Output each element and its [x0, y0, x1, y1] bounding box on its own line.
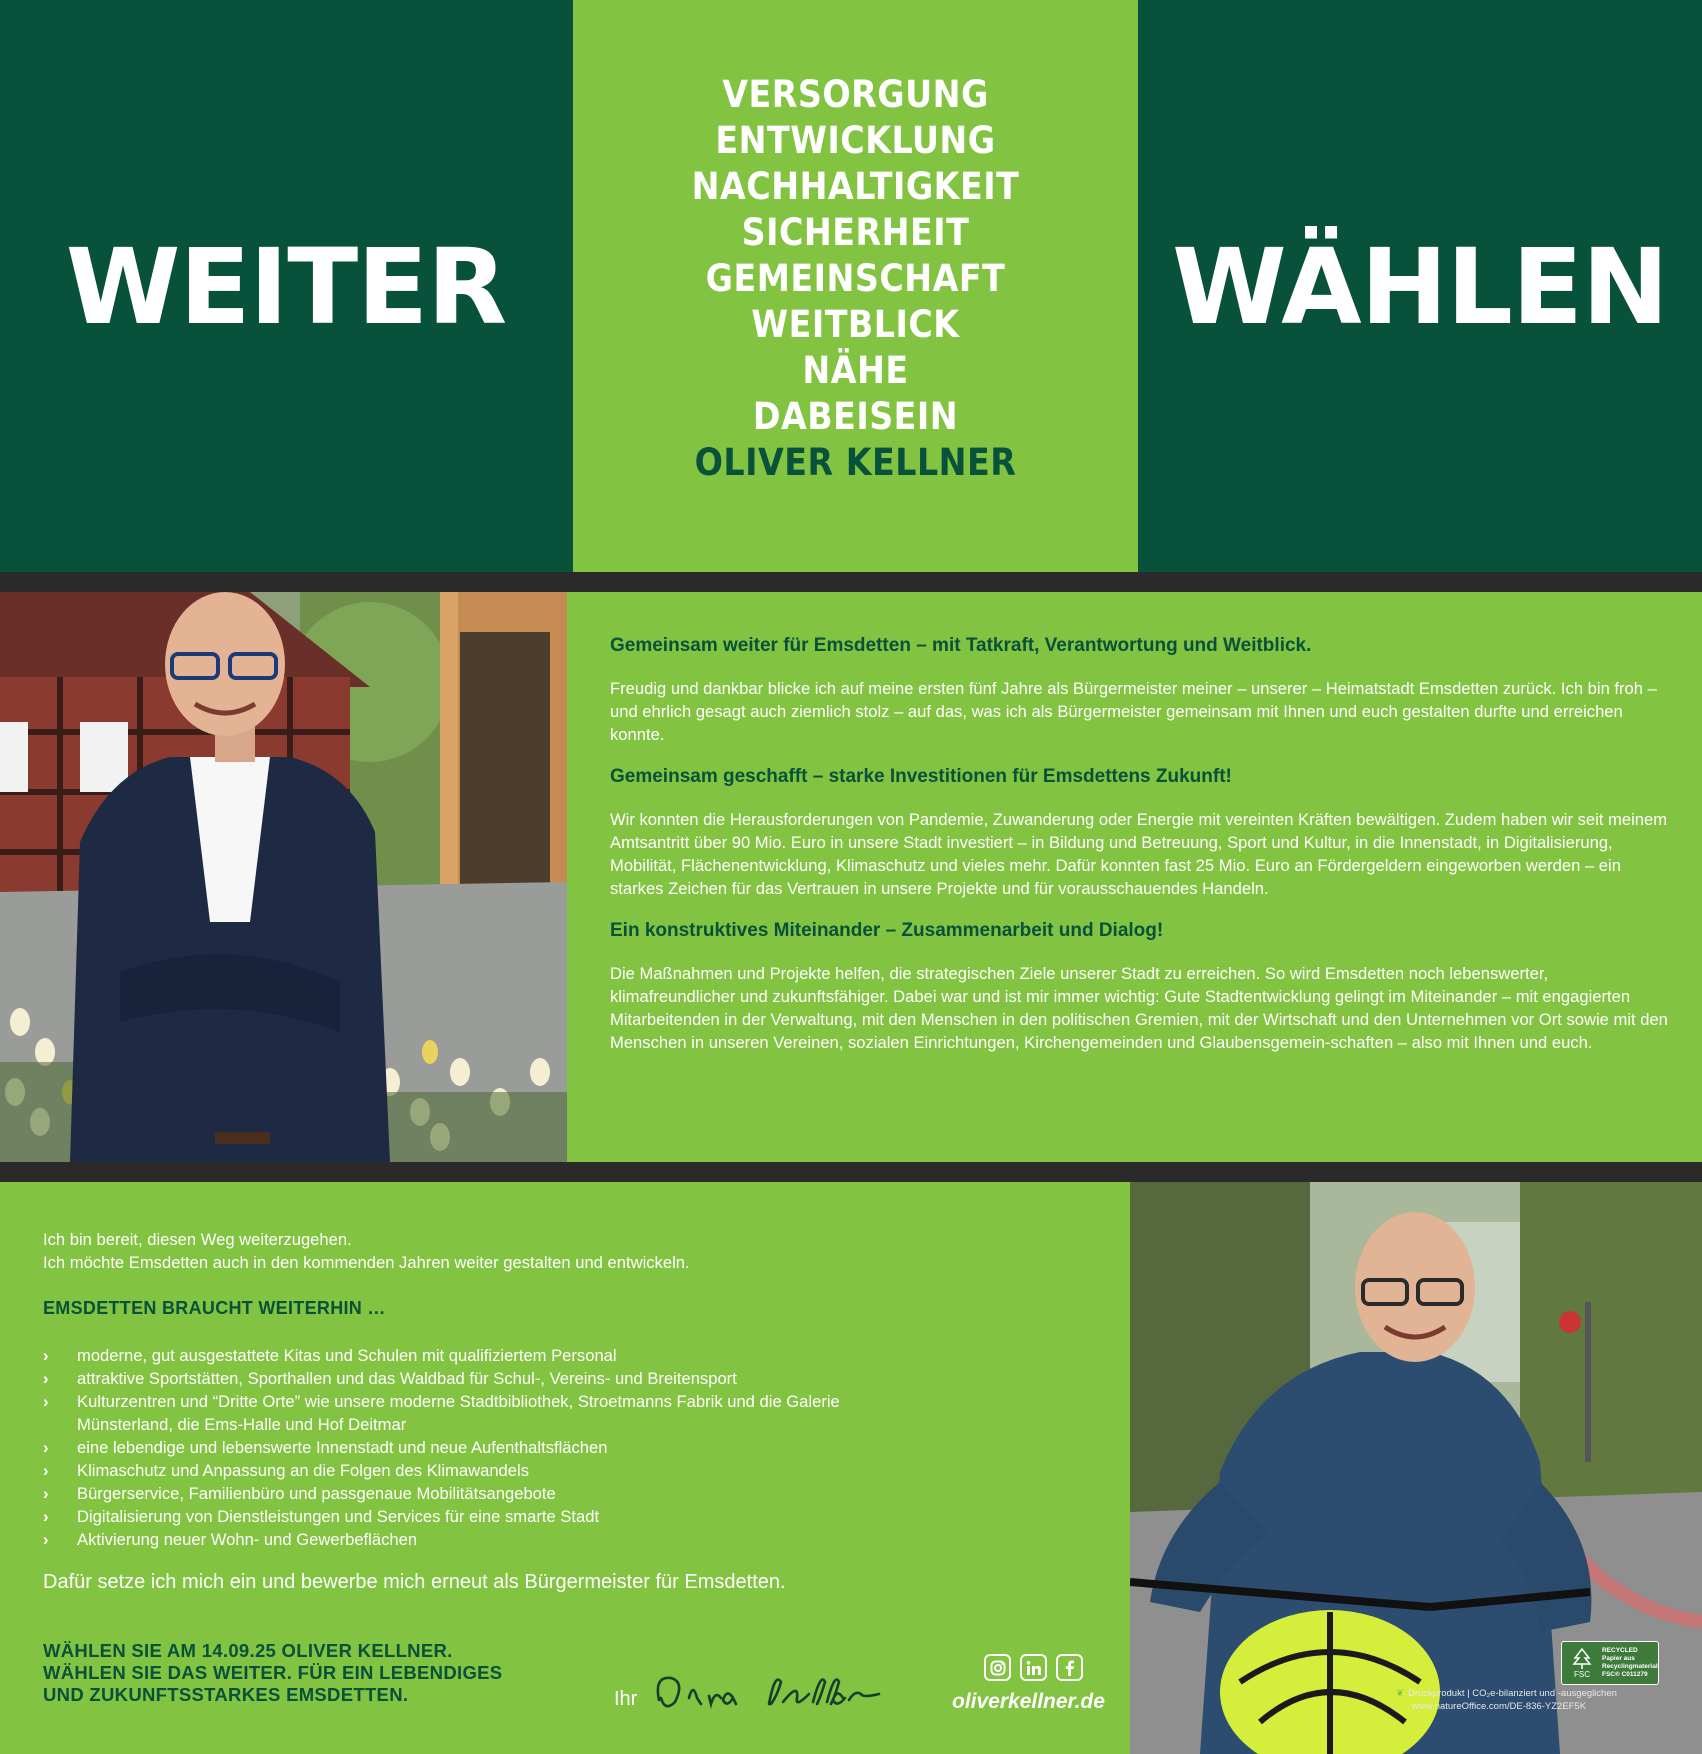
keyword: NACHHALTIGKEIT — [691, 165, 1020, 208]
bottom-text — [43, 1228, 1083, 1595]
bullet-icon: › — [43, 1461, 49, 1480]
intro-line: Ich möchte Emsdetten auch in den kommenden Jahren weiter gestalten und entwickeln. — [43, 1253, 690, 1272]
fsc-badge — [1561, 1641, 1659, 1685]
section-heading: Gemeinsam geschafft – starke Investitionen für Emsdettens Zukunft! — [610, 766, 1232, 787]
keyword: NÄHE — [802, 349, 909, 392]
candidate-name: OLIVER KELLNER — [694, 441, 1017, 484]
middle-text — [610, 634, 1670, 1073]
list-item — [43, 1528, 843, 1551]
fsc-line: Papier aus Recyclingmaterial — [1602, 1655, 1658, 1670]
signature-prefix: Ihr — [614, 1687, 638, 1710]
portrait-photo — [0, 592, 567, 1162]
section-paragraph: Freudig und dankbar blicke ich auf meine ersten fünf Jahre als Bürgermeister meiner – unserer – Heimatstadt Emsdetten zurück. Ich bin froh – und ehrlich gesagt auch ziemlich stolz – auf das, was ich als Bürgermeister gemeinsam mit Ihnen und euch gestalten durfte und erreichen konnte. — [610, 679, 1657, 744]
banner-word-right: WÄHLEN — [1172, 226, 1668, 348]
eco-label — [1396, 1687, 1617, 1713]
list-item — [43, 1390, 843, 1436]
signature-block — [614, 1668, 899, 1718]
call-to-action — [43, 1640, 502, 1706]
keyword: GEMEINSCHAFT — [705, 257, 1006, 300]
list-item — [43, 1505, 843, 1528]
list-item — [43, 1367, 843, 1390]
list-item-text: Bürgerservice, Familienbüro und passgenaue Mobilitätsangebote — [77, 1484, 556, 1503]
list-item-text: Kulturzentren und “Dritte Orte” wie unsere moderne Stadtbibliothek, Stroetmanns Fabrik und die Galerie Münsterland, die Ems-Halle und Hof Deitmar — [77, 1392, 840, 1434]
list-item — [43, 1344, 843, 1367]
list-item-text: eine lebendige und lebenswerte Innenstadt und neue Aufenthaltsflächen — [77, 1438, 608, 1457]
section-heading: Ein konstruktives Miteinander – Zusammenarbeit und Dialog! — [610, 920, 1164, 941]
bullet-icon: › — [43, 1484, 49, 1503]
cta-line: WÄHLEN SIE AM 14.09.25 OLIVER KELLNER. — [43, 1640, 453, 1661]
leaf-icon: ❦ — [1396, 1688, 1404, 1699]
keyword-list — [573, 72, 1138, 486]
cta-line: UND ZUKUNFTSSTARKES EMSDETTEN. — [43, 1684, 409, 1705]
bullet-icon: › — [43, 1369, 49, 1388]
closing-statement: Dafür setze ich mich ein und bewerbe mich erneut als Bürgermeister für Emsdetten. — [43, 1571, 786, 1593]
list-item-text: moderne, gut ausgestattete Kitas und Schulen mit qualifiziertem Personal — [77, 1346, 617, 1365]
list-heading: EMSDETTEN BRAUCHT WEITERHIN … — [43, 1298, 386, 1318]
list-item-text: Digitalisierung von Dienstleistungen und Services für eine smarte Stadt — [77, 1507, 600, 1526]
needs-list — [43, 1344, 1083, 1551]
signature — [649, 1668, 899, 1718]
bullet-icon: › — [43, 1438, 49, 1457]
website-link[interactable]: oliverkellner.de — [952, 1690, 1105, 1713]
separator — [0, 572, 1702, 592]
section-paragraph: Wir konnten die Herausforderungen von Pandemie, Zuwanderung oder Energie mit vereinten Kräften bewältigen. Zudem haben wir seit meinem Amtsantritt über 90 Mio. Euro in unsere Stadt investiert – in Bildung und Betreuung, Sport und Kultur, in die Innenstadt, in Digitalisierung, Mobilität, Flächenentwicklung, Klimaschutz und vieles mehr. Dafür konnten fast 25 Mio. Euro an Fördergeldern eingeworben werden – ein starkes Zeichen für das Vertrauen in unsere Projekte und für vorausschauendes Handeln. — [610, 810, 1668, 898]
instagram-icon[interactable] — [984, 1654, 1011, 1681]
list-item-text: Klimaschutz und Anpassung an die Folgen des Klimawandels — [77, 1461, 529, 1480]
section-heading: Gemeinsam weiter für Emsdetten – mit Tatkraft, Verantwortung und Weitblick. — [610, 635, 1312, 656]
bullet-icon: › — [43, 1346, 49, 1365]
keyword: VERSORGUNG — [722, 73, 989, 116]
eco-line: www.natureOffice.com/DE-836-YZ2EF5K — [1412, 1701, 1587, 1712]
separator — [0, 1162, 1702, 1182]
cta-line: WÄHLEN SIE DAS WEITER. FÜR EIN LEBENDIGES — [43, 1662, 503, 1683]
fsc-label: FSC — [1574, 1669, 1590, 1679]
eco-line: Druckprodukt | CO₂e-bilanziert und -ausgeglichen — [1407, 1688, 1617, 1699]
bullet-icon: › — [43, 1507, 49, 1526]
banner-word-left: WEITER — [65, 226, 507, 348]
list-item — [43, 1436, 843, 1459]
keyword: SICHERHEIT — [741, 211, 970, 254]
fsc-line: RECYCLED — [1602, 1647, 1638, 1654]
fsc-code: FSC® C011279 — [1602, 1671, 1648, 1678]
linkedin-icon[interactable] — [1020, 1654, 1047, 1681]
intro-line: Ich bin bereit, diesen Weg weiterzugehen. — [43, 1230, 352, 1249]
bullet-icon: › — [43, 1530, 49, 1549]
social-links — [984, 1654, 1083, 1681]
facebook-icon[interactable] — [1056, 1654, 1083, 1681]
list-item-text: attraktive Sportstätten, Sporthallen und das Waldbad für Schul-, Vereins- und Breitensport — [77, 1369, 737, 1388]
list-item — [43, 1482, 843, 1505]
section-paragraph: Die Maßnahmen und Projekte helfen, die strategischen Ziele unserer Stadt zu erreichen. So wird Emsdetten noch lebenswerter, klimafreundlicher und zukunftsfähiger. Dabei war und ist mir immer wichtig: Gute Stadtentwicklung gelingt im Miteinander – mit engagierten Mitarbeitenden in der Verwaltung, mit den Menschen in den politischen Gremien, mit der Wirtschaft und den Unternehmen vor Ort sowie mit den Menschen in unseren Vereinen, sozialen Einrichtungen, Kirchengemeinden und Glaubensgemein-schaften – also mit Ihnen und euch. — [610, 964, 1668, 1052]
bullet-icon: › — [43, 1392, 49, 1411]
list-item — [43, 1459, 843, 1482]
keyword: ENTWICKLUNG — [715, 119, 996, 162]
keyword: WEITBLICK — [751, 303, 960, 346]
fsc-tree-icon — [1571, 1648, 1593, 1670]
list-item-text: Aktivierung neuer Wohn- und Gewerbeflächen — [77, 1530, 418, 1549]
keyword: DABEISEIN — [752, 395, 959, 438]
